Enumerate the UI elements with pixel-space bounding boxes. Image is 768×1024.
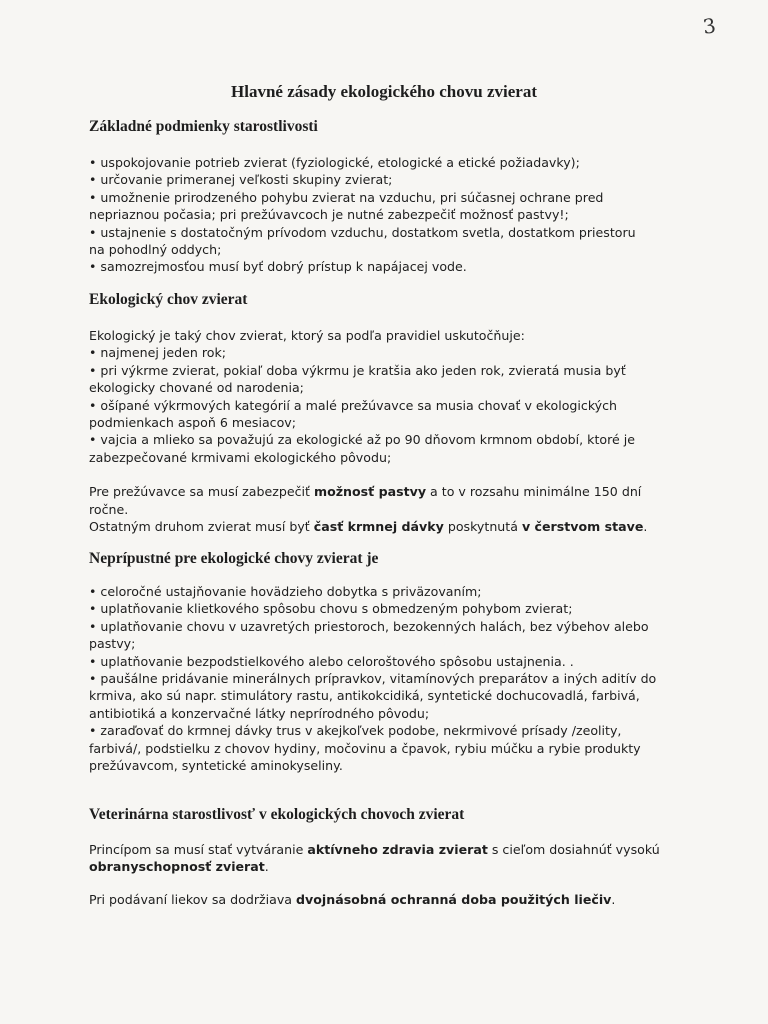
list-item — [89, 189, 669, 224]
list-item-line: farbivá/, podstielku z chovov hydiny, močovinu a čpavok, rybiu múčku a rybie produkty — [89, 740, 641, 756]
list-item-line: ekologicky chované od narodenia; — [89, 380, 304, 396]
pasture-paragraph: Pre prežúvavce sa musí zabezpečiť možnosť pastvy a to v rozsahu minimálne 150 dní — [89, 484, 642, 500]
list-item-line: • najmenej jeden rok; — [89, 345, 226, 361]
basic-conditions-list — [89, 154, 669, 276]
list-item — [89, 431, 669, 466]
section-heading-basic-conditions: Základné podmienky starostlivosti — [89, 118, 318, 135]
ecological-breeding-intro: Ekologický je taký chov zvierat, ktorý sa podľa pravidiel uskutočňuje: — [89, 328, 525, 343]
list-item-line: krmiva, ako sú napr. stimulátory rastu, antikokcidiká, syntetické dochucovadlá, farbivá, — [89, 688, 640, 704]
fresh-feed-paragraph: Ostatným druhom zvierat musí byť časť krmnej dávky poskytnutá v čerstvom stave. — [89, 519, 648, 535]
list-item-line: • určovanie primeranej veľkosti skupiny zvierat; — [89, 172, 393, 188]
list-item-line: podmienkach aspoň 6 mesiacov; — [89, 415, 296, 431]
list-item-line: • paušálne pridávanie minerálnych prípravkov, vitamínových preparátov a iných aditív do — [89, 671, 657, 687]
list-item-line: • ustajnenie s dostatočným prívodom vzduchu, dostatkom svetla, dostatkom priestoru — [89, 224, 636, 240]
list-item-line: pastvy; — [89, 636, 136, 652]
list-item — [89, 670, 669, 722]
list-item-line: nepriaznou počasia; pri prežúvavcoch je nutné zabezpečiť možnosť pastvy!; — [89, 207, 569, 223]
active-health-paragraph: Princípom sa musí stať vytváranie aktívneho zdravia zvierat s cieľom dosiahnúť vysokú — [89, 842, 660, 857]
list-item — [89, 362, 669, 397]
list-item-line: • pri výkrme zvierat, pokiaľ doba výkrmu je kratšia ako jeden rok, zvieratá musia byť — [89, 362, 626, 378]
page-number: 3 — [701, 13, 718, 39]
list-item — [89, 154, 669, 171]
list-item-line: • vajcia a mlieko sa považujú za ekologické až po 90 dňovom krmnom období, ktoré je — [89, 432, 635, 448]
veterinary-care-content — [89, 841, 669, 908]
active-health-paragraph-cont: obranyschopnosť zvierat. — [89, 859, 269, 875]
document-title: Hlavné zásady ekologického chovu zvierat — [231, 82, 537, 101]
inadmissible-list — [89, 583, 669, 774]
withdrawal-period-paragraph: Pri podávaní liekov sa dodržiava dvojnásobná ochranná doba použitých liečiv. — [89, 891, 616, 907]
list-item-line: prežúvavcom, syntetické aminokyseliny. — [89, 758, 343, 774]
pasture-paragraph-cont: ročne. — [89, 501, 129, 517]
ecological-breeding-list — [89, 344, 669, 466]
list-item-line: • zaraďovať do krmnej dávky trus v akejkoľvek podobe, nekrmivové prísady /zeolity, — [89, 723, 622, 739]
section-heading-ecological-breeding: Ekologický chov zvierat — [89, 291, 248, 308]
list-item — [89, 258, 669, 275]
list-item — [89, 224, 669, 259]
list-item — [89, 583, 669, 600]
list-item-line: antibiotiká a konzervačné látky neprírodného pôvodu; — [89, 705, 430, 721]
list-item — [89, 397, 669, 432]
list-item-line: • samozrejmosťou musí byť dobrý prístup k napájacej vode. — [89, 259, 467, 275]
section-heading-veterinary-care: Veterinárna starostlivosť v ekologických chovoch zvierat — [89, 806, 465, 823]
list-item-line: • celoročné ustajňovanie hovädzieho dobytka s priväzovaním; — [89, 584, 482, 599]
list-item — [89, 600, 669, 617]
section-heading-inadmissible: Neprípustné pre ekologické chovy zvierat je — [89, 550, 379, 567]
list-item — [89, 722, 669, 774]
list-item-line: zabezpečované krmivami ekologického pôvodu; — [89, 449, 392, 465]
list-item-line: na pohodlný oddych; — [89, 242, 222, 258]
list-item-line: • uspokojovanie potrieb zvierat (fyziologické, etologické a etické požiadavky); — [89, 155, 580, 170]
list-item — [89, 653, 669, 670]
ecological-breeding-content — [89, 327, 669, 535]
list-item-line: • uplatňovanie chovu v uzavretých priestoroch, bezokenných halách, bez výbehov alebo — [89, 618, 649, 634]
list-item-line: • umožnenie prirodzeného pohybu zvierat na vzduchu, pri súčasnej ochrane pred — [89, 189, 604, 205]
list-item — [89, 618, 669, 653]
list-item-line: • uplatňovanie bezpodstielkového alebo celoroštového spôsobu ustajnenia. . — [89, 653, 574, 669]
list-item — [89, 344, 669, 361]
list-item — [89, 171, 669, 188]
list-item-line: • uplatňovanie klietkového spôsobu chovu s obmedzeným pohybom zvierat; — [89, 601, 573, 617]
list-item-line: • ošípané výkrmových kategórií a malé prežúvavce sa musia chovať v ekologických — [89, 397, 618, 413]
